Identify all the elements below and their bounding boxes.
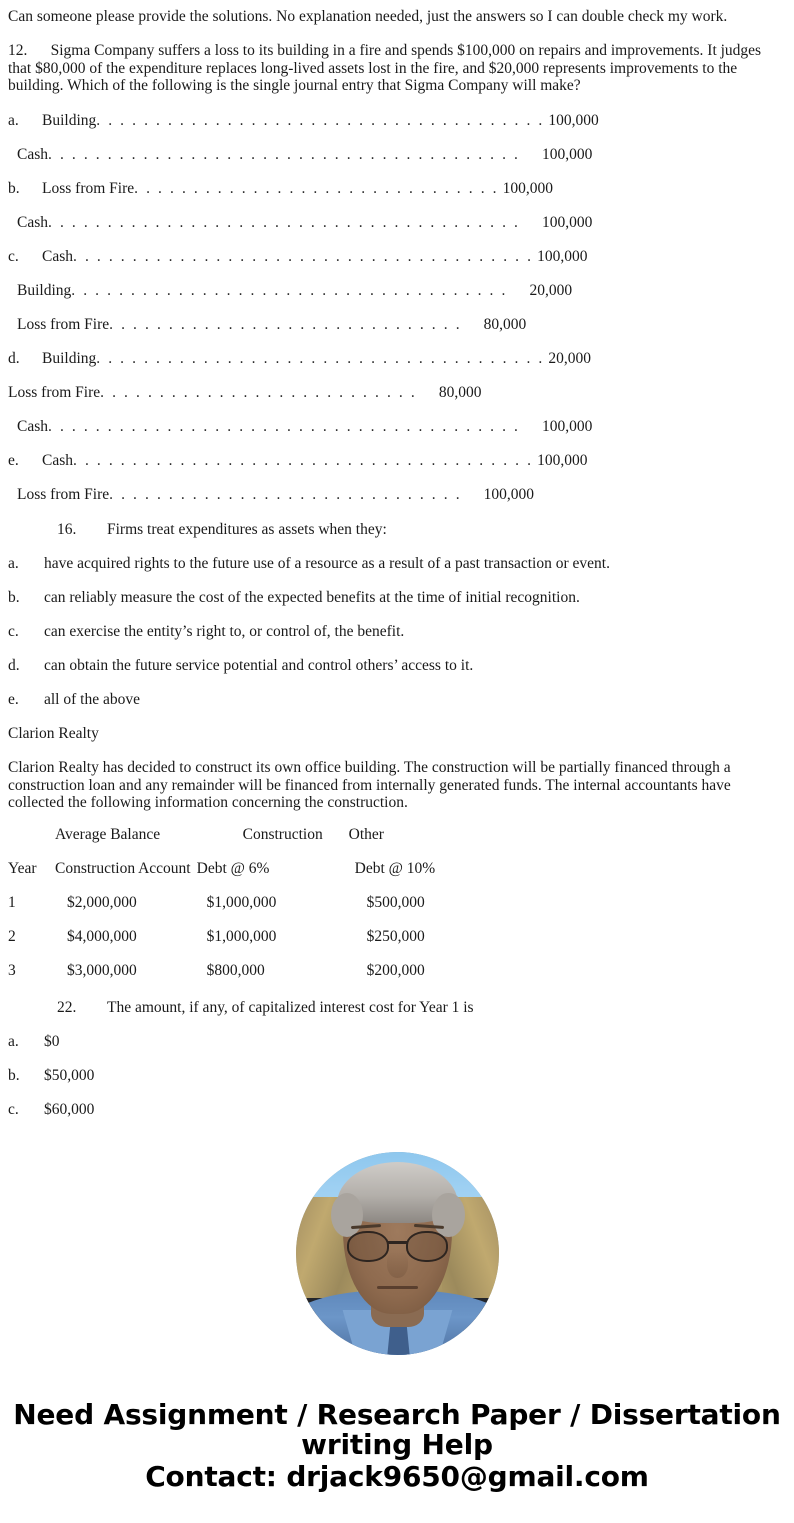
question-16-option-e[interactable] <box>0 691 794 708</box>
journal-row <box>0 215 794 231</box>
table-header-row-1 <box>8 826 487 860</box>
option-text: $60,000 <box>44 1101 95 1118</box>
dot-leader: . . . . . . . . . . . . . . . . . . . . . . . . . . . . . . . . . . . . . . . . <box>48 418 521 435</box>
header-cell: Construction <box>242 826 323 843</box>
amount: 100,000 <box>537 452 588 469</box>
question-12-stem: 12. Sigma Company suffers a loss to its building in a fire and spends $100,000 on repairs and improvements. It judges that $80,000 of the expenditure replaces long-lived assets lost in the fire, and $20,000 represents improvements to the building. Which of the following is the single journal entry that Sigma Company will make? <box>8 42 762 94</box>
avatar <box>296 1152 499 1355</box>
question-text: The amount, if any, of capitalized interest cost for Year 1 is <box>107 999 474 1016</box>
account-name: Loss from Fire <box>42 180 135 197</box>
option-letter: e. <box>8 691 19 708</box>
journal-row <box>0 283 794 299</box>
option-letter: a. <box>8 555 19 572</box>
journal-row <box>0 317 794 333</box>
option-letter: d. <box>8 350 20 367</box>
option-letter: c. <box>8 1101 19 1118</box>
cell-other-debt: $200,000 <box>366 962 425 979</box>
question-16-option-c[interactable] <box>0 623 794 640</box>
account-name: Building <box>42 350 97 367</box>
amount: 100,000 <box>548 112 599 129</box>
construction-data-table <box>8 826 487 996</box>
question-16-option-a[interactable] <box>0 555 794 572</box>
journal-row <box>0 147 794 163</box>
question-number: 16. <box>57 521 77 538</box>
header-cell: Average Balance <box>55 826 161 843</box>
account-name: Building <box>17 282 72 299</box>
account-name: Loss from Fire <box>8 384 101 401</box>
profile-photo-icon <box>296 1152 499 1355</box>
case-body: Clarion Realty has decided to construct its own office building. The construction will be partially financed through a construction loan and any remainder will be financed from internally generated funds. The internal accountants have collected the following information concerning the construction. <box>8 759 731 811</box>
account-name: Cash <box>17 214 48 231</box>
option-letter: a. <box>8 1033 19 1050</box>
dot-leader: . . . . . . . . . . . . . . . . . . . . . . . . . . . . . . . . . . . . . . . . <box>48 146 521 163</box>
dot-leader: . . . . . . . . . . . . . . . . . . . . . . . . . . . . . . . . . . . . . . <box>96 112 545 129</box>
cell-avg-balance: $2,000,000 <box>67 894 137 911</box>
cell-other-debt: $500,000 <box>366 894 425 911</box>
account-name: Loss from Fire <box>17 316 110 333</box>
journal-row <box>0 249 794 265</box>
journal-row <box>0 351 794 367</box>
account-name: Cash <box>42 452 73 469</box>
option-letter: c. <box>8 248 19 265</box>
header-cell: Debt @ 6% <box>196 860 270 877</box>
dot-leader: . . . . . . . . . . . . . . . . . . . . . . . . . . . . . . <box>109 316 462 333</box>
question-text: Firms treat expenditures as assets when they: <box>107 521 387 538</box>
cell-avg-balance: $4,000,000 <box>67 928 137 945</box>
amount: 100,000 <box>483 486 535 503</box>
option-text: $50,000 <box>44 1067 95 1084</box>
amount: 80,000 <box>483 316 527 333</box>
amount: 20,000 <box>529 282 573 299</box>
eyeglasses-icon <box>406 1231 449 1261</box>
eyeglasses-icon <box>347 1231 390 1261</box>
question-number: 22. <box>57 999 77 1016</box>
cell-other-debt: $250,000 <box>366 928 425 945</box>
table-row <box>8 962 487 996</box>
option-letter: a. <box>8 112 19 129</box>
account-name: Loss from Fire <box>17 486 110 503</box>
dot-leader: . . . . . . . . . . . . . . . . . . . . . . . . . . . . . . . . . . . . . . . <box>73 248 534 265</box>
question-16-option-b[interactable] <box>0 589 794 606</box>
journal-row <box>0 419 794 435</box>
question-22-option-b[interactable] <box>0 1067 794 1084</box>
dot-leader: . . . . . . . . . . . . . . . . . . . . . . . . . . . . . . . . . . . . . . <box>96 350 545 367</box>
option-text: have acquired rights to the future use of a resource as a result of a past transaction or event. <box>44 555 610 572</box>
photo-nose <box>387 1251 407 1277</box>
cell-construction-debt: $1,000,000 <box>206 928 277 945</box>
option-letter: e. <box>8 452 19 469</box>
promo-line-1: Need Assignment / Research Paper / Dissertation <box>13 1398 781 1431</box>
header-cell: Year <box>8 860 37 877</box>
amount: 100,000 <box>542 146 593 163</box>
question-22-option-c[interactable] <box>0 1101 794 1118</box>
question-22-heading <box>0 999 794 1016</box>
journal-row <box>0 385 794 401</box>
dot-leader: . . . . . . . . . . . . . . . . . . . . . . . . . . . . . . <box>109 486 462 503</box>
option-text: $0 <box>44 1033 60 1050</box>
header-cell: Other <box>348 826 384 843</box>
option-letter: b. <box>8 1067 20 1084</box>
dot-leader: . . . . . . . . . . . . . . . . . . . . . . . . . . . <box>100 384 417 401</box>
option-text: can reliably measure the cost of the expected benefits at the time of initial recognition. <box>44 589 580 606</box>
account-name: Cash <box>17 146 48 163</box>
amount: 100,000 <box>537 248 588 265</box>
journal-row <box>0 113 794 129</box>
photo-hair-left <box>331 1193 363 1238</box>
question-16-heading <box>0 521 794 538</box>
question-16-option-d[interactable] <box>0 657 794 674</box>
dot-leader: . . . . . . . . . . . . . . . . . . . . . . . . . . . . . . . <box>134 180 499 197</box>
amount: 100,000 <box>542 418 593 435</box>
dot-leader: . . . . . . . . . . . . . . . . . . . . . . . . . . . . . . . . . . . . . . . <box>73 452 534 469</box>
amount: 20,000 <box>548 350 592 367</box>
option-letter: b. <box>8 180 20 197</box>
photo-mouth <box>377 1286 418 1289</box>
header-cell: Debt @ 10% <box>354 860 436 877</box>
header-cell <box>8 826 55 860</box>
photo-glasses-bridge <box>388 1241 406 1244</box>
journal-row <box>0 181 794 197</box>
cell-construction-debt: $1,000,000 <box>206 894 277 911</box>
promo-line-2: writing Help <box>301 1428 493 1461</box>
promo-line-3: Contact: drjack9650@gmail.com <box>145 1460 649 1493</box>
intro-paragraph: Can someone please provide the solutions. No explanation needed, just the answers so I can double check my work. <box>8 8 728 25</box>
option-letter: b. <box>8 589 20 606</box>
option-text: can obtain the future service potential and control others’ access to it. <box>44 657 474 674</box>
table-header-row-2 <box>8 860 487 894</box>
option-letter: c. <box>8 623 19 640</box>
table-row <box>8 928 487 962</box>
cell-construction-debt: $800,000 <box>206 962 265 979</box>
table-row <box>8 894 487 928</box>
amount: 80,000 <box>438 384 482 401</box>
option-letter: d. <box>8 657 20 674</box>
question-22-option-a[interactable] <box>0 1033 794 1050</box>
cell-avg-balance: $3,000,000 <box>67 962 137 979</box>
option-text: all of the above <box>44 691 140 708</box>
option-text: can exercise the entity’s right to, or control of, the benefit. <box>44 623 405 640</box>
journal-row <box>0 453 794 469</box>
dot-leader: . . . . . . . . . . . . . . . . . . . . . . . . . . . . . . . . . . . . . <box>71 282 508 299</box>
amount: 100,000 <box>502 180 553 197</box>
promo-banner <box>0 1400 794 1492</box>
amount: 100,000 <box>542 214 593 231</box>
header-cell: Construction Account <box>55 860 191 877</box>
cell-year: 3 <box>8 962 16 979</box>
account-name: Cash <box>42 248 73 265</box>
account-name: Cash <box>17 418 48 435</box>
case-title: Clarion Realty <box>8 725 99 742</box>
cell-year: 2 <box>8 928 16 945</box>
journal-row <box>0 487 794 503</box>
cell-year: 1 <box>8 894 16 911</box>
account-name: Building <box>42 112 97 129</box>
photo-hair-right <box>432 1193 464 1238</box>
dot-leader: . . . . . . . . . . . . . . . . . . . . . . . . . . . . . . . . . . . . . . . . <box>48 214 521 231</box>
